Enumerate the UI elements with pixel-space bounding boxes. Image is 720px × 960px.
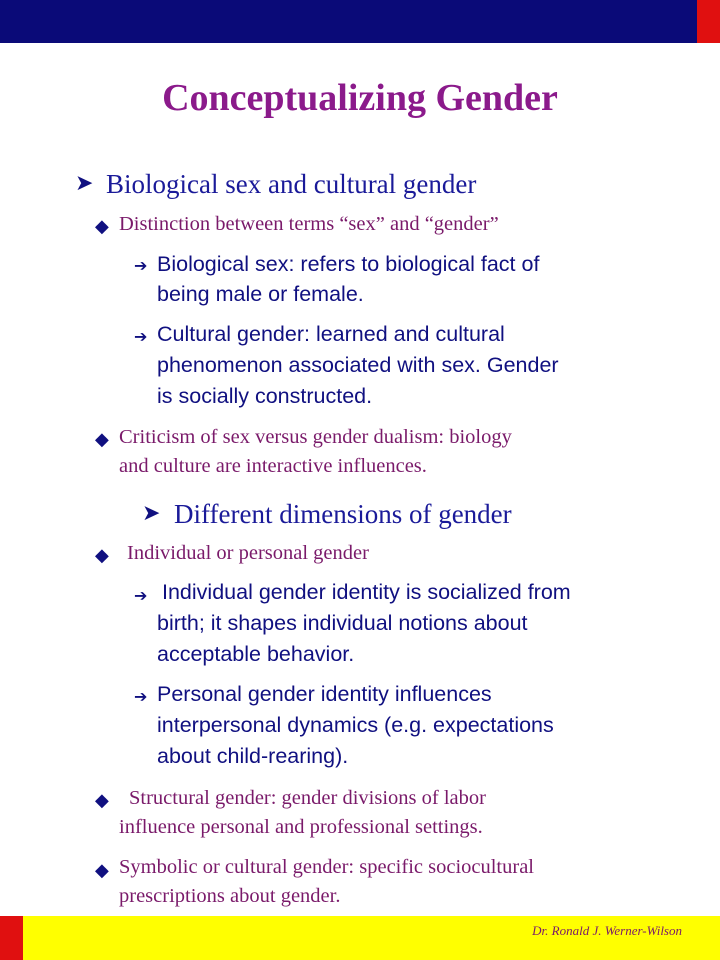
- bullet-level2: Distinction between terms “sex” and “gender”: [119, 213, 499, 235]
- diamond-bullet-icon: ◆: [95, 790, 109, 811]
- bullet-level3-line: birth; it shapes individual notions about: [157, 611, 528, 635]
- bullet-level2-line: influence personal and professional settings.: [119, 816, 483, 838]
- bullet-level3-line: acceptable behavior.: [157, 642, 355, 666]
- top-banner: [0, 0, 720, 43]
- right-arrow-bullet-icon: ➔: [134, 256, 148, 275]
- bullet-level2: Individual or personal gender: [127, 542, 369, 564]
- bullet-level2-line: Criticism of sex versus gender dualism: biology: [119, 426, 512, 448]
- bullet-level3-line: Personal gender identity influences: [157, 682, 492, 706]
- bullet-level3-line: about child-rearing).: [157, 744, 349, 768]
- right-arrow-bullet-icon: ➔: [134, 327, 148, 346]
- bullet-level3-line: interpersonal dynamics (e.g. expectations: [157, 713, 554, 737]
- slide-title: Conceptualizing Gender: [162, 77, 558, 119]
- bullet-level2-line: Structural gender: gender divisions of labor: [129, 787, 486, 809]
- bullet-level2-line: prescriptions about gender.: [119, 885, 341, 907]
- bullet-level3-line: phenomenon associated with sex. Gender: [157, 353, 559, 377]
- bullet-level2-line: Symbolic or cultural gender: specific sociocultural: [119, 856, 534, 878]
- diamond-bullet-icon: ◆: [95, 429, 109, 450]
- bullet-level3-line: Cultural gender: learned and cultural: [157, 322, 505, 346]
- diamond-bullet-icon: ◆: [95, 545, 109, 566]
- arrowhead-bullet-icon: ➤: [75, 171, 94, 196]
- bottom-accent-block: [0, 916, 23, 960]
- bullet-level1: Biological sex and cultural gender: [106, 169, 477, 199]
- bullet-level3-line: Individual gender identity is socialized from: [162, 580, 571, 604]
- bullet-level3-line: is socially constructed.: [157, 384, 373, 408]
- arrowhead-bullet-icon: ➤: [142, 501, 161, 526]
- diamond-bullet-icon: ◆: [95, 216, 109, 237]
- bottom-banner: [0, 916, 720, 960]
- footer-author: Dr. Ronald J. Werner-Wilson: [532, 923, 682, 938]
- bullet-level1: Different dimensions of gender: [174, 499, 512, 529]
- right-arrow-bullet-icon: ➔: [134, 586, 148, 605]
- top-accent-block: [697, 0, 720, 43]
- bullet-level2-line: and culture are interactive influences.: [119, 455, 427, 477]
- bullet-level3-line: Biological sex: refers to biological fact of: [157, 252, 540, 276]
- bullet-level3-line: being male or female.: [157, 282, 364, 306]
- right-arrow-bullet-icon: ➔: [134, 687, 148, 706]
- diamond-bullet-icon: ◆: [95, 860, 109, 881]
